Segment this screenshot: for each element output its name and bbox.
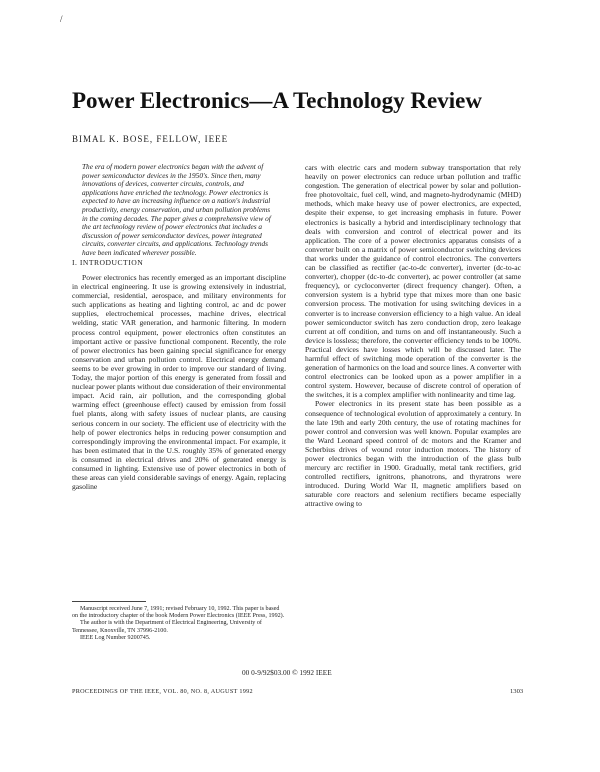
footnote-divider xyxy=(72,601,146,602)
footnote: Manuscript received June 7, 1991; revised February 10, 1992. This paper is based on the introductory chapter of the book Modern Power Electronics (IEEE Press, 1992). xyxy=(72,606,285,620)
author-line: BIMAL K. BOSE, FELLOW, IEEE xyxy=(72,134,229,144)
corner-mark: / xyxy=(60,14,63,24)
footnotes xyxy=(72,606,286,642)
paragraph: cars with electric cars and modern subway transportation that rely heavily on power electronics can reduce urban pollution and traffic congestion. The generation of electrical power by solar and pollution-free photovoltaic, fuel cell, wind, and magneto-hydrodynamic (MHD) methods, which make heavy use of power electronics, are expected, despite their expense, to get increasing emphasis in future. Power electronics is basically a hybrid and interdisciplinary technology that deals with conversion and control of electrical power and its application. The core of a power electronics apparatus consists of a converter built on a matrix of power semiconductor switching devices that works under the guidance of control electronics. The converters can be classified as rectifier (ac-to-dc converter), inverter (dc-to-ac converter), chopper (dc-to-dc converter), ac power controller (at same frequency), or cycloconverter (direct frequency changer). Often, a conversion system is a hybrid type that mixes more than one basic conversion process. The motivation for using switching devices in a converter is to increase conversion efficiency to a high value. An ideal power semiconductor switch has zero conduction drop, zero leakage current at off condition, and turns on and off instantaneously. Such a device is lossless; therefore, the converter efficiency tends to be 100%. Practical devices have losses which will be discussed later. The harmful effect of switching mode operation of the converter is the generation of harmonics on the load and source lines. A converter with control electronics can be looked upon as a power amplifier in a control system. However, because of discrete control of operation of the switches, it is a complex amplifier with nonlinearity and time lag. xyxy=(305,163,521,400)
left-column xyxy=(72,273,286,491)
right-column xyxy=(305,163,521,509)
page-number: 1303 xyxy=(510,688,524,695)
paper-title: Power Electronics—A Technology Review xyxy=(72,88,482,113)
paragraph: Power electronics has recently emerged as an important discipline in electrical engineering. It use is growing extensively in industrial, commercial, residential, aerospace, and military environments for such applications as heating and lighting control, ac and dc power supplies, electrochemical processes, machine drives, electrical welding, static VAR generation, and harmonic filtering. In modern process control equipment, power electronics often constitutes an important active or passive functional component. Recently, the role of power electronics has been gaining special significance for energy conservation and urban pollution control. Electrical energy demand seems to be ever growing in order to improve our standard of living. Today, the major portion of this energy is generated from fossil and nuclear power plants without due consideration of their environmental impact. Acid rain, air pollution, and the corresponding global warming effect (greenhouse effect) caused by emission from fossil fuel plants, along with safety issues of nuclear plants, are causing serious concern in our society. The efficient use of electricity with the help of power electronics helps in reducing power consumption and correspondingly improving the environmental impact. For example, it has been estimated that in the U.S. roughly 35% of generated energy is consumed in electrical drives and 20% of generated energy is consumed in lighting. Extensive use of power electronics in both of these areas can yield considerable savings of energy. Again, replacing gasoline xyxy=(72,273,286,492)
journal-footer: PROCEEDINGS OF THE IEEE, VOL. 80, NO. 8, AUGUST 1992 xyxy=(72,688,253,695)
abstract xyxy=(82,163,272,258)
footnote: The author is with the Department of Electrical Engineering, University of Tennessee, Knoxville, TN 37996-2100. xyxy=(72,620,262,634)
copyright-code: 00 0-9/92$03.00 © 1992 IEEE xyxy=(242,668,332,677)
abstract-text: The era of modern power electronics began with the advent of power semiconductor devices in the 1950's. Since then, many innovations of devices, converter circuits, controls, and applications have enriched the technology. Power electronics is expected to have an increasing influence on a nation's industrial productivity, energy conservation, and urban pollution problems in the coming decades. The paper gives a comprehensive view of the art technology review of power electronics that includes a discussion of power semiconductor devices, power integrated circuits, converter circuits, and applications. Technology trends have been indicated wherever possible. xyxy=(82,162,271,257)
section-heading: I. INTRODUCTION xyxy=(72,258,144,267)
footnote: IEEE Log Number 9200745. xyxy=(80,634,151,641)
paragraph: Power electronics in its present state has been possible as a consequence of technological evolution of approximately a century. In the late 19th and early 20th century, the use of rotating machines for power control and conversion was well known. Popular examples are the Ward Leonard speed control of dc motors and the Kramer and Scherbius drives of wound rotor induction motors. The history of power electronics began with the introduction of the glass bulb mercury arc rectifier in 1900. Gradually, metal tank rectifiers, grid controlled rectifiers, ignitrons, phanotrons, and thyratrons were introduced. During World War II, magnetic amplifiers based on saturable core reactors and selenium rectifiers became especially attractive owing to xyxy=(305,399,521,509)
